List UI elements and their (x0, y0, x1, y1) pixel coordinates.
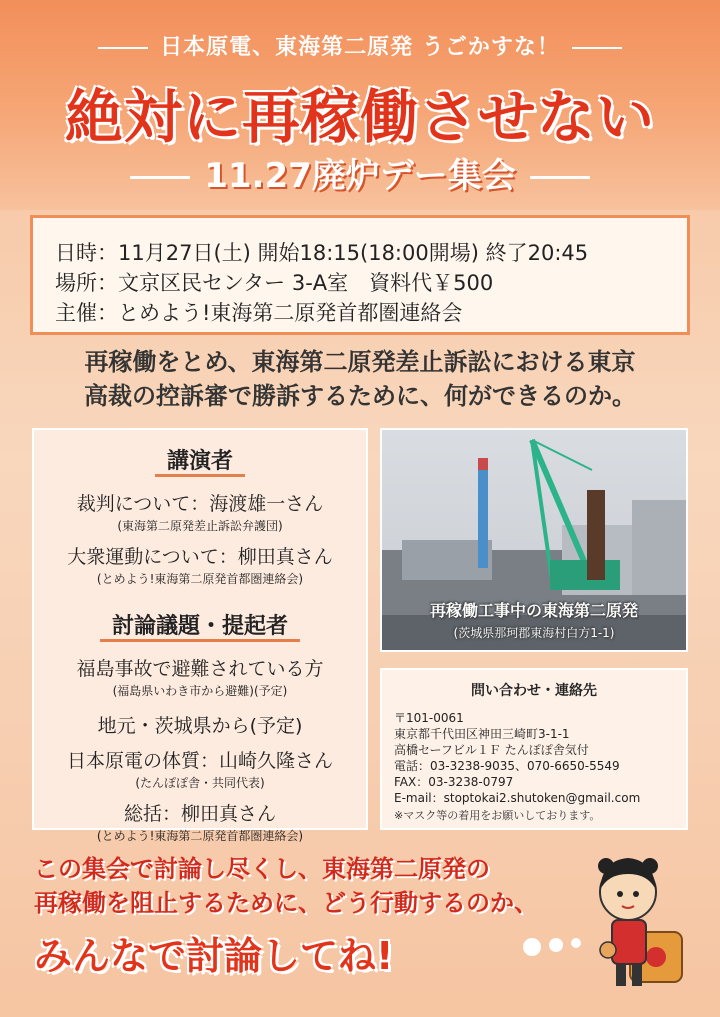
contact-phone: 電話：03-3238-9035、070-6650-5549 (394, 759, 620, 773)
speaker-name: 裁判について：海渡雄一さん (76, 493, 324, 515)
closing-line: この集会で討論し尽くし、東海第二原発の (34, 855, 490, 883)
speech-bubbles-icon (520, 925, 590, 965)
mascot-girl-icon (588, 840, 708, 1000)
contact-box (380, 668, 688, 830)
contact-heading: 問い合わせ・連絡先 (471, 683, 597, 699)
decorative-line (530, 176, 590, 179)
slogan: みんなで討論してね! (34, 934, 394, 978)
intro-line: 高裁の控訴審で勝訴するために、何ができるのか。 (84, 382, 636, 410)
subtitle-text: 日本原電、東海第二原発 うごかすな！ (160, 35, 560, 60)
main-title: 絶対に再稼働させない (64, 83, 655, 151)
photo-address: (茨城県那珂郡東海村白方1-1) (453, 626, 615, 640)
contact-postal: 〒101-0061 (394, 711, 464, 725)
contact-fax: FAX：03-3238-0797 (394, 775, 514, 789)
info-venue: 場所：文京区民センター 3-A室 資料代￥500 (55, 271, 494, 295)
speaker-role: (とめよう!東海第二原発首都圏連絡会) (96, 572, 304, 586)
speakers-heading: 講演者 (34, 444, 366, 475)
plant-photo (380, 428, 688, 652)
panelist-role: (福島県いわき市から避難)(予定) (112, 684, 288, 698)
event-info-box (30, 215, 690, 335)
panelist-name: 総括：柳田真さん (123, 803, 276, 825)
panelist-role: (とめよう!東海第二原発首都圏連絡会) (96, 829, 304, 843)
contact-building: 高橋セーフビル１Ｆ たんぽぽ舎気付 (394, 743, 589, 757)
decorative-line (130, 176, 190, 179)
contact-address: 東京都千代田区神田三崎町3-1-1 (394, 727, 570, 741)
mask-note: ※マスク等の着用をお願いしております。 (394, 809, 601, 822)
event-title-text: 11.27廃炉デー集会 (204, 156, 516, 196)
panelist-name: 地元・茨城県から(予定) (97, 715, 303, 737)
decorative-line (98, 47, 148, 49)
header-subtitle (0, 30, 720, 61)
closing-line: 再稼働を阻止するために、どう行動するのか、 (34, 889, 538, 917)
panelist-name: 日本原電の体質：山崎久隆さん (66, 750, 333, 772)
speaker-name: 大衆運動について：柳田真さん (67, 546, 333, 568)
intro-text (0, 345, 720, 413)
info-datetime: 日時：11月27日(土) 開始18:15(18:00開場) 終了20:45 (55, 241, 589, 265)
photo-caption: 再稼働工事中の東海第二原発 (429, 601, 638, 620)
intro-line: 再稼働をとめ、東海第二原発差止訴訟における東京 (84, 348, 636, 376)
panelist-name: 福島事故で避難されている方 (76, 658, 324, 680)
panelist-role: (たんぽぽ舎・共同代表) (135, 776, 265, 790)
discussion-heading: 討論議題・提起者 (34, 609, 366, 640)
info-organizer: 主催：とめよう!東海第二原発首都圏連絡会 (55, 301, 463, 325)
speakers-box (32, 428, 368, 843)
closing-message (34, 852, 574, 920)
decorative-line (572, 47, 622, 49)
contact-email[interactable]: E-mail：stoptokai2.shutoken@gmail.com (394, 791, 641, 805)
speaker-role: (東海第二原発差止訴訟弁護団) (117, 519, 283, 533)
event-title (0, 148, 720, 197)
